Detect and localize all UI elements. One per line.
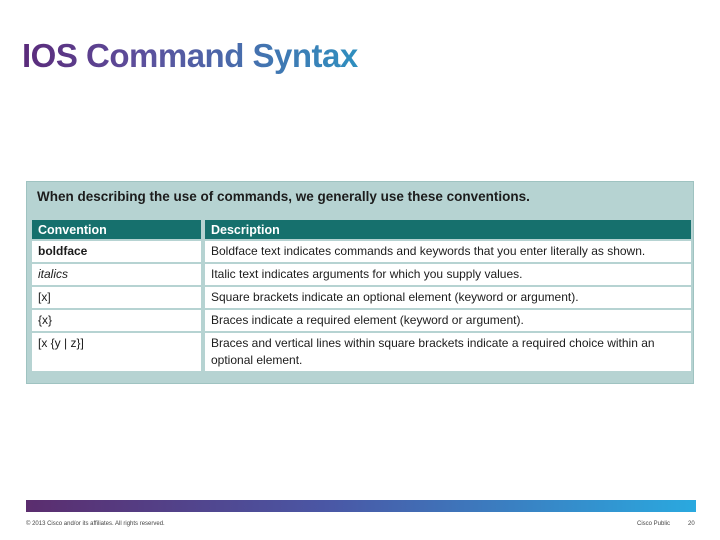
panel-header: When describing the use of commands, we generally use these conventions. (37, 189, 530, 204)
description-cell: Boldface text indicates commands and keywords that you enter literally as shown. (205, 241, 691, 262)
table-row (32, 310, 691, 331)
page-number: 20 (688, 521, 695, 527)
slide-title: IOS Command Syntax (22, 37, 358, 74)
copyright-text: © 2013 Cisco and/or its affiliates. All rights reserved. (26, 521, 165, 527)
footer-gradient-bar (26, 500, 696, 512)
table-row (32, 241, 691, 262)
table-row (32, 264, 691, 285)
convention-cell: boldface (32, 241, 205, 262)
convention-cell: [x] (32, 287, 205, 308)
column-header-description: Description (205, 220, 691, 239)
description-cell: Braces and vertical lines within square brackets indicate a required choice within an optional element. (205, 333, 691, 371)
table-row (32, 333, 691, 371)
table-row (32, 287, 691, 308)
description-cell: Braces indicate a required element (keyword or argument). (205, 310, 691, 331)
column-header-convention: Convention (32, 220, 205, 239)
convention-cell: {x} (32, 310, 205, 331)
classification-label: Cisco Public (637, 521, 671, 527)
description-cell: Square brackets indicate an optional element (keyword or argument). (205, 287, 691, 308)
description-cell: Italic text indicates arguments for which you supply values. (205, 264, 691, 285)
convention-cell: [x {y | z}] (32, 333, 205, 371)
conventions-table (32, 218, 691, 373)
convention-cell: italics (32, 264, 205, 285)
table-header-row (32, 220, 691, 239)
